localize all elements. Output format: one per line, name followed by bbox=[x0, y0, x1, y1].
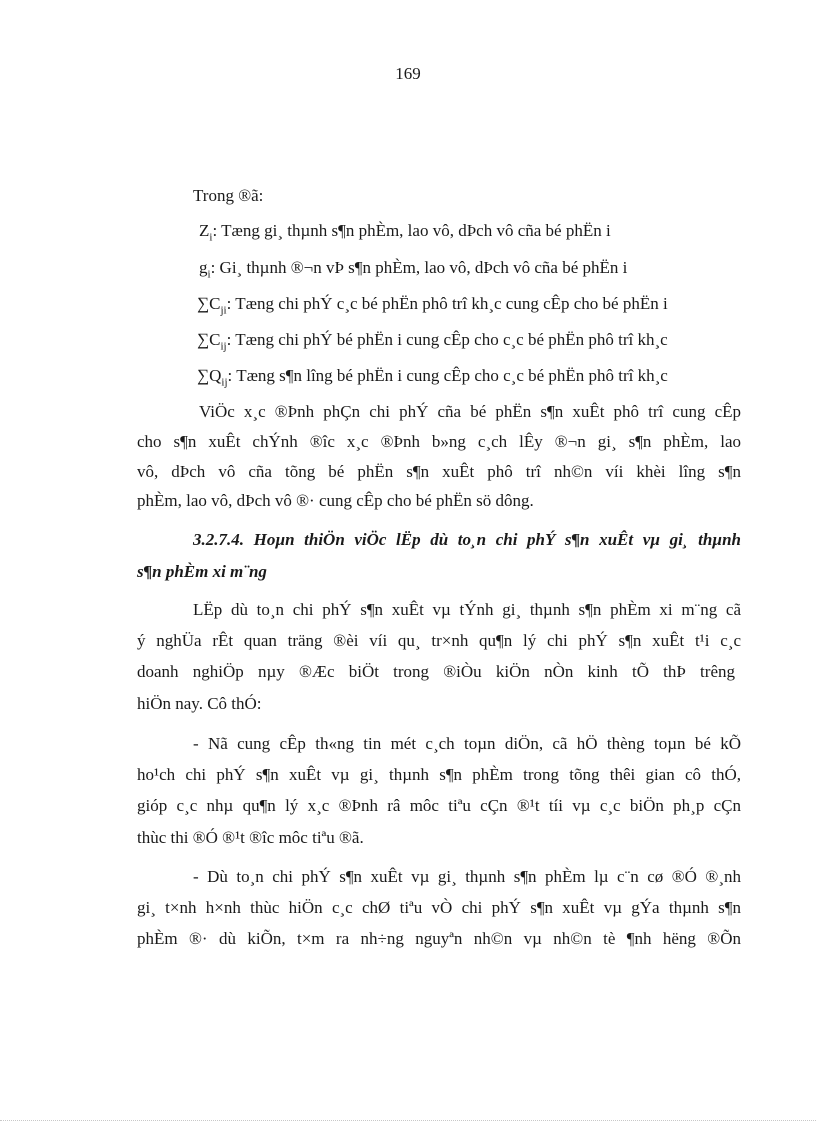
paragraph-line: LËp dù to¸n chi phÝ s¶n xuÊt vµ tÝnh gi¸ thµnh s¶n phÈm xi m¨ng cã bbox=[193, 600, 741, 619]
definition-text: : Tæng chi phÝ c¸c bé phËn phô trî kh¸c cung cÊp cho bé phËn i bbox=[226, 294, 668, 313]
bullet-line: - Dù to¸n chi phÝ s¶n xuÊt vµ gi¸ thµnh s¶n phÈm lµ c¨n cø ®Ó ®¸nh bbox=[193, 867, 741, 886]
paragraph-line: ý nghÜa rÊt quan träng ®èi víi qu¸ tr×nh qu¶n lý chi phÝ s¶n xuÊt t¹i c¸c bbox=[137, 631, 741, 650]
definition-text: : Tæng s¶n lîng bé phËn i cung cÊp cho c¸c bé phËn phô trî kh¸c bbox=[227, 366, 668, 385]
section-heading-continued: s¶n phÈm xi m¨ng bbox=[137, 562, 267, 581]
paragraph-line: doanh nghiÖp nµy ®Æc biÖt trong ®iÒu kiÖn nÒn kinh tÕ thÞ trêng bbox=[137, 662, 735, 681]
definition-line bbox=[199, 221, 611, 244]
bullet-line: thùc thi ®Ó ®¹t ®îc môc tiªu ®ã. bbox=[137, 828, 364, 847]
section-heading: 3.2.7.4. Hoµn thiÖn viÖc lËp dù to¸n chi phÝ s¶n xuÊt vµ gi¸ thµnh bbox=[193, 530, 741, 549]
paragraph-line: ViÖc x¸c ®Þnh phÇn chi phÝ cña bé phËn s¶n xuÊt phô trî cung cÊp bbox=[199, 402, 741, 421]
definition-text: : Tæng gi¸ thµnh s¶n phÈm, lao vô, dÞch vô cña bé phËn i bbox=[212, 221, 611, 240]
definition-text: : Gi¸ thµnh ®¬n vÞ s¶n phÈm, lao vô, dÞch vô cña bé phËn i bbox=[210, 258, 628, 277]
definition-line bbox=[197, 294, 668, 317]
definition-symbol: ∑C bbox=[197, 330, 221, 349]
bullet-line: - Nã cung cÊp th«ng tin mét c¸ch toµn diÖn, cã hÖ thèng toµn bé kÕ bbox=[193, 734, 741, 753]
definition-text: : Tæng chi phÝ bé phËn i cung cÊp cho c¸c bé phËn phô trî kh¸c bbox=[226, 330, 668, 349]
bullet-line: gi¸ t×nh h×nh thùc hiÖn c¸c chØ tiªu vÒ chi phÝ s¶n xuÊt vµ gÝa thµnh s¶n bbox=[137, 898, 741, 917]
paragraph-line: cho s¶n xuÊt chÝnh ®îc x¸c ®Þnh b»ng c¸ch lÊy ®¬n gi¸ s¶n phÈm, lao bbox=[137, 432, 741, 451]
definition-symbol: ∑C bbox=[197, 294, 221, 313]
definition-symbol: ∑Q bbox=[197, 366, 222, 385]
page-bottom-border bbox=[0, 1120, 816, 1121]
intro-text: Trong ®ã: bbox=[193, 186, 264, 205]
page-number: 169 bbox=[395, 64, 421, 83]
bullet-line: ho¹ch chi phÝ s¶n xuÊt vµ gi¸ thµnh s¶n phÈm trong tõng thêi gian cô thÓ, bbox=[137, 765, 741, 784]
definition-line bbox=[199, 258, 628, 281]
bullet-line: phÈm ®· dù kiÕn, t×m ra nh÷ng nguyªn nh©n vµ nh©n tè ¶nh hëng ®Õn bbox=[137, 929, 741, 948]
definition-subscript: ij bbox=[220, 340, 227, 353]
definition-line bbox=[197, 366, 668, 389]
definition-subscript: ji bbox=[220, 304, 227, 317]
definition-symbol: g bbox=[199, 258, 208, 277]
definition-subscript: i bbox=[207, 268, 211, 281]
paragraph-line: phÈm, lao vô, dÞch vô ®· cung cÊp cho bé phËn sö dông. bbox=[137, 491, 534, 510]
definition-subscript: ij bbox=[221, 376, 228, 389]
bullet-line: gióp c¸c nhµ qu¶n lý x¸c ®Þnh râ môc tiªu cÇn ®¹t tíi vµ c¸c biÖn ph¸p cÇn bbox=[137, 796, 741, 815]
paragraph-line: vô, dÞch vô cña tõng bé phËn s¶n xuÊt phô trî nh©n víi khèi lîng s¶n bbox=[137, 462, 741, 481]
paragraph-line: hiÖn nay. Cô thÓ: bbox=[137, 694, 262, 713]
definition-line bbox=[197, 330, 668, 353]
definition-subscript: i bbox=[209, 231, 213, 244]
definition-symbol: Z bbox=[199, 221, 210, 240]
